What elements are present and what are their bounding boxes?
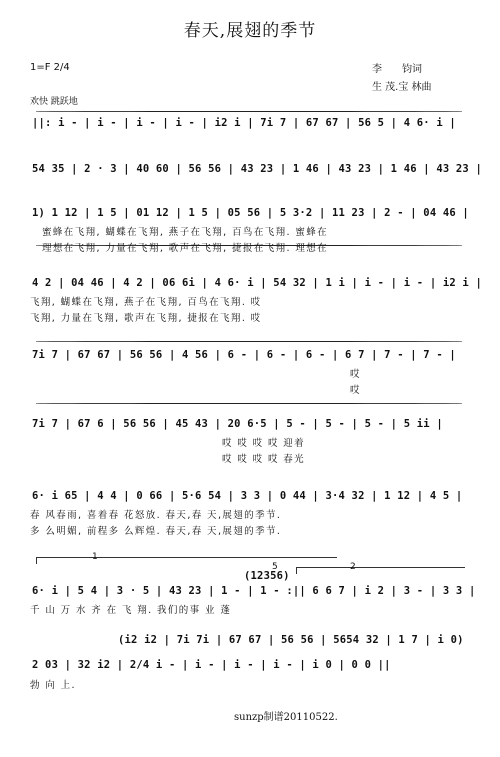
notation-line: 6· i | 5 4 | 3 · 5 | 43 23 | 1 - | 1 - :|| 6 6 7 | i 2 | 3 - | 3 3 | — [32, 585, 476, 597]
phrase-slur — [36, 341, 462, 342]
key-signature: 1=F 2/4 — [30, 62, 70, 73]
lyric-line: 勃 向 上. — [30, 680, 76, 691]
lyric-line: 哎 — [350, 385, 361, 396]
notation-line: 1) 1 12 | 1 5 | 01 12 | 1 5 | 05 56 | 5 3·2 | 11 23 | 2 - | 04 46 | — [32, 207, 469, 219]
notation-line: (i2 i2 | 7i 7i | 67 67 | 56 56 | 5654 32 | 1 7 | i 0) — [118, 634, 464, 646]
lyric-line: 千 山 万 水 齐 在 飞 翔. 我们的事 业 蓬 — [30, 605, 232, 616]
volta-bracket-2 — [296, 567, 465, 574]
notation-line: 2 03 | 32 i2 | 2/4 i - | i - | i - | i - | i 0 | 0 0 || — [32, 659, 391, 671]
lyric-line: 多 么明媚, 前程多 么辉煌. 春天,春 天,展翅的季节. — [30, 526, 282, 537]
tempo-marking: 欢快 跳跃地 — [30, 97, 78, 107]
volta-number-1: 1 — [92, 552, 98, 562]
lyric-line: 哎 哎 哎 哎 迎着 — [222, 438, 306, 449]
lyricist-credit: 李 钧词 — [372, 64, 422, 75]
volta-number-2: 2 — [350, 562, 356, 572]
volta-bracket-1 — [36, 557, 337, 564]
notation-line: 54 35 | 2 · 3 | 40 60 | 56 56 | 43 23 | 1 46 | 43 23 | 1 46 | 43 23 | — [32, 163, 482, 175]
transcriber-signature: sunzp制谱20110522. — [234, 712, 338, 723]
notation-line: (12356) — [244, 570, 290, 582]
lyric-line: 哎 哎 哎 哎 春光 — [222, 454, 306, 465]
notation-line: ||: i - | i - | i - | i - | i2 i | 7i 7 | 67 67 | 56 5 | 4 6· i | — [32, 117, 456, 129]
tuplet-number: 5 — [272, 562, 278, 572]
notation-line: 7i 7 | 67 6 | 56 56 | 45 43 | 20 6·5 | 5 - | 5 - | 5 - | 5 ii | — [32, 418, 443, 430]
song-title: 春天,展翅的季节 — [183, 21, 317, 41]
notation-line: 6· i 65 | 4 4 | 0 66 | 5·6 54 | 3 3 | 0 44 | 3·4 32 | 1 12 | 4 5 | — [32, 490, 463, 502]
lyric-line: 飞翔, 力量在飞翔, 歌声在飞翔, 捷报在飞翔. 哎 — [30, 313, 262, 324]
lyric-line: 理想在飞翔, 力量在飞翔, 歌声在飞翔, 捷报在飞翔. 理想在 — [42, 243, 329, 254]
notation-line: 4 2 | 04 46 | 4 2 | 06 6i | 4 6· i | 54 32 | 1 i | i - | i - | i2 i | — [32, 277, 482, 289]
phrase-slur — [36, 403, 462, 404]
lyric-line: 蜜蜂在飞翔, 蝴蝶在飞翔, 燕子在飞翔, 百鸟在飞翔. 蜜蜂在 — [42, 227, 329, 238]
lyric-line: 哎 — [350, 369, 361, 380]
lyric-line: 春 风春雨, 喜着春 花怒放. 春天,春 天,展翅的季节. — [30, 510, 282, 521]
phrase-slur — [36, 111, 462, 112]
notation-line: 7i 7 | 67 67 | 56 56 | 4 56 | 6 - | 6 - | 6 - | 6 7 | 7 - | 7 - | — [32, 349, 456, 361]
lyric-line: 飞翔, 蝴蝶在飞翔, 燕子在飞翔, 百鸟在飞翔. 哎 — [30, 297, 262, 308]
composer-credit: 生 茂.宝 林曲 — [372, 82, 432, 93]
